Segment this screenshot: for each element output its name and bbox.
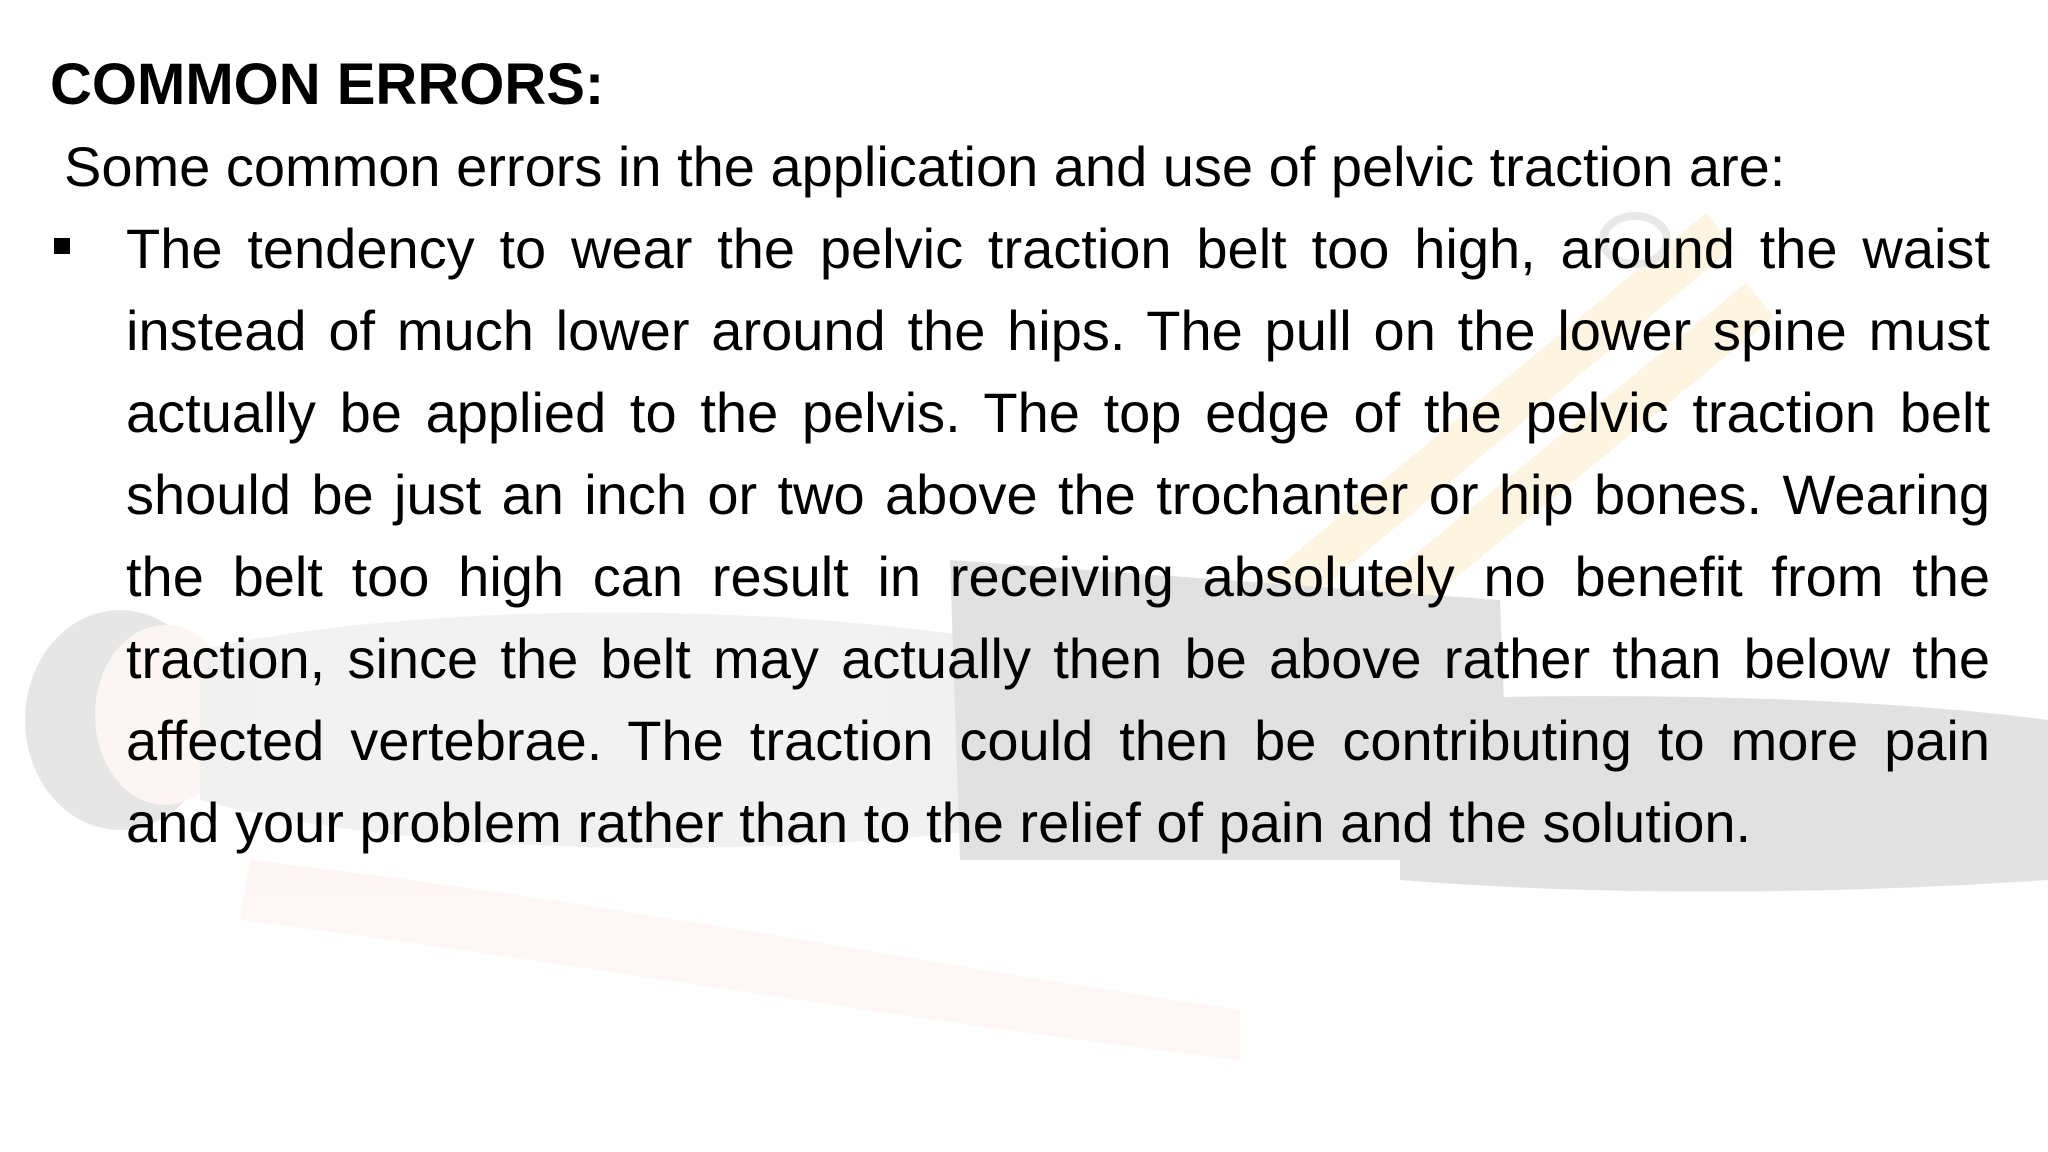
bullet-item xyxy=(50,208,1990,864)
bullet-list xyxy=(50,208,1990,864)
square-bullet-icon xyxy=(54,238,70,254)
slide-content xyxy=(50,44,1990,864)
intro-paragraph: Some common errors in the application and use of pelvic traction are: xyxy=(64,135,1786,198)
slide-heading: COMMON ERRORS: xyxy=(50,52,605,117)
bullet-text: The tendency to wear the pelvic traction belt too high, around the waist instead of much lower around the hips. The pull on the lower spine must actually be applied to the pelvis. The top edge of the pelvic traction belt should be just an inch or two above the trochanter or hip bones. Wearing the belt too high can result in receiving absolutely no benefit from the traction, since the belt may actually then be above rather than below the affected vertebrae. The traction could then be contributing to more pain and your problem rather than to the relief of pain and the solution. xyxy=(126,217,1990,854)
